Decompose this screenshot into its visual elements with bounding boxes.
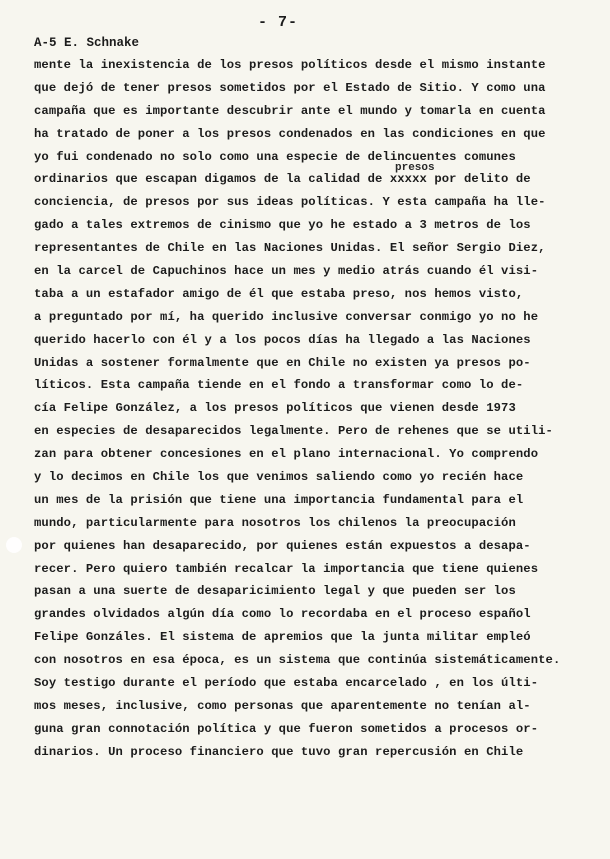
text-line: pasan a una suerte de desaparicimiento legal y que pueden ser los xyxy=(34,584,516,599)
transcript-body xyxy=(34,54,594,764)
text-line: gado a tales extremos de cinismo que yo he estado a 3 metros de los xyxy=(34,218,531,233)
text-line: ha tratado de poner a los presos condenados en las condiciones en que xyxy=(34,126,546,141)
text-line: taba a un estafador amigo de él que estaba preso, nos hemos visto, xyxy=(34,286,524,301)
text-line: dinarios. Un proceso financiero que tuvo gran repercusión en Chile xyxy=(34,744,524,759)
text-line: por quienes han desaparecido, por quienes están expuestos a desapa- xyxy=(34,538,531,553)
text-line: campaña que es importante descubrir ante el mundo y tomarla en cuenta xyxy=(34,103,546,118)
text-line: guna gran connotación política y que fueron sometidos a procesos or- xyxy=(34,721,539,736)
text-line: en la carcel de Capuchinos hace un mes y medio atrás cuando él visi- xyxy=(34,264,539,279)
text-line: querido hacerlo con él y a los pocos días ha llegado a las Naciones xyxy=(34,332,531,347)
punch-hole xyxy=(6,537,22,553)
text-line: grandes olvidados algún día como lo recordaba en el proceso español xyxy=(34,607,531,622)
text-line: con nosotros en esa época, es un sistema que continúa sistemáticamente. xyxy=(34,653,561,668)
text-line: recer. Pero quiero también recalcar la importancia que tiene quienes xyxy=(34,561,539,576)
page-number: - 7- xyxy=(258,14,299,31)
handwritten-annotation: presos xyxy=(395,162,435,174)
text-line: representantes de Chile en las Naciones Unidas. El señor Sergio Diez, xyxy=(34,241,546,256)
text-line: mos meses, inclusive, como personas que aparentemente no tenían al- xyxy=(34,698,531,713)
text-line: a preguntado por mí, ha querido inclusive conversar conmigo yo no he xyxy=(34,309,539,324)
text-line: mente la inexistencia de los presos políticos desde el mismo instante xyxy=(34,58,546,72)
text-line: mundo, particularmente para nosotros los chilenos la preocupación xyxy=(34,515,516,530)
text-line: zan para obtener concesiones en el plano internacional. Yo comprendo xyxy=(34,447,539,462)
text-line: ordinarios que escapan digamos de la calidad de xxxxx por delito de xyxy=(34,172,531,187)
text-line: y lo decimos en Chile los que venimos saliendo como yo recién hace xyxy=(34,470,524,485)
text-line: Felipe Gonzáles. El sistema de apremios que la junta militar empleó xyxy=(34,630,531,645)
text-line: que dejó de tener presos sometidos por el Estado de Sitio. Y como una xyxy=(34,80,546,95)
text-line: en especies de desaparecidos legalmente. Pero de rehenes que se utili- xyxy=(34,424,553,439)
text-line: un mes de la prisión que tiene una importancia fundamental para el xyxy=(34,492,524,507)
text-line: cía Felipe González, a los presos políticos que vienen desde 1973 xyxy=(34,401,516,416)
text-line: líticos. Esta campaña tiende en el fondo a transformar como lo de- xyxy=(34,378,524,393)
document-header-reference: A-5 E. Schnake xyxy=(34,36,140,50)
text-line: Unidas a sostener formalmente que en Chile no existen ya presos po- xyxy=(34,355,531,370)
text-line: Soy testigo durante el período que estaba encarcelado , en los últi- xyxy=(34,676,539,691)
text-line: yo fui condenado no solo como una especie de delincuentes comunes xyxy=(34,149,516,164)
text-line: conciencia, de presos por sus ideas políticas. Y esta campaña ha lle- xyxy=(34,195,546,210)
